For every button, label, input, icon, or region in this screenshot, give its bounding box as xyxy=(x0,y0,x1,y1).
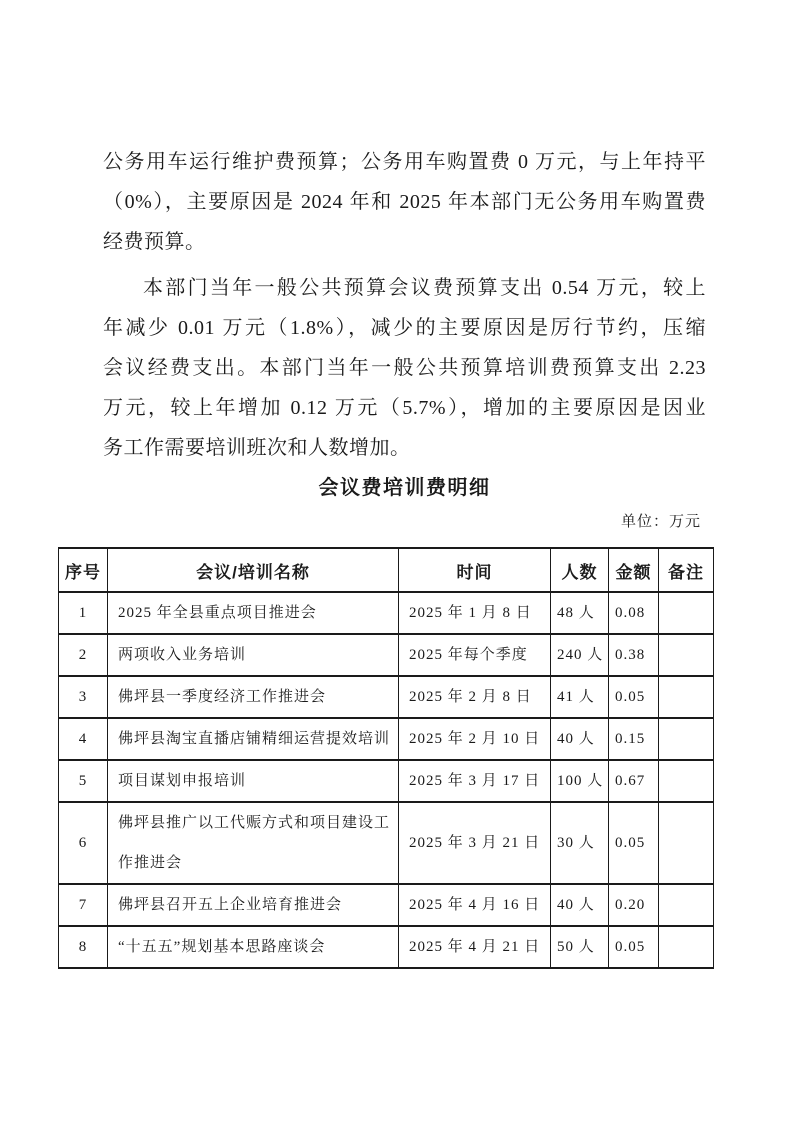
text-line: 会议经费支出。本部门当年一般公共预算培训费预算支出 2.23 xyxy=(103,357,706,379)
table-cell xyxy=(659,760,714,802)
table-cell: 1 xyxy=(59,592,108,634)
text-line: 年减少 0.01 万元（1.8%），减少的主要原因是厉行节约，压缩 xyxy=(103,317,706,339)
details-table xyxy=(58,547,714,969)
table-cell xyxy=(659,926,714,968)
table-row xyxy=(59,926,714,968)
table-cell: 0.38 xyxy=(609,634,659,676)
table-cell: 48 人 xyxy=(551,592,609,634)
table-cell: 项目谋划申报培训 xyxy=(108,760,399,802)
table-row xyxy=(59,760,714,802)
table-cell: 2025 年 3 月 21 日 xyxy=(399,802,551,884)
table-cell: 佛坪县推广以工代赈方式和项目建设工作推进会 xyxy=(108,802,399,884)
column-header: 会议/培训名称 xyxy=(108,548,399,592)
table-header-row xyxy=(59,548,714,592)
table-cell: 30 人 xyxy=(551,802,609,884)
table-cell: 2025 年 4 月 16 日 xyxy=(399,884,551,926)
table-cell: 7 xyxy=(59,884,108,926)
table-cell xyxy=(659,884,714,926)
table-cell: 40 人 xyxy=(551,884,609,926)
table-row xyxy=(59,634,714,676)
table-cell: 41 人 xyxy=(551,676,609,718)
table-cell: 0.08 xyxy=(609,592,659,634)
table-row xyxy=(59,676,714,718)
table-cell: 2025 年 3 月 17 日 xyxy=(399,760,551,802)
text-line: 公务用车运行维护费预算；公务用车购置费 0 万元，与上年持平 xyxy=(103,151,706,173)
text-line: 万元，较上年增加 0.12 万元（5.7%），增加的主要原因是因业 xyxy=(103,397,706,419)
table-cell: 3 xyxy=(59,676,108,718)
table-cell: 240 人 xyxy=(551,634,609,676)
table-cell: 40 人 xyxy=(551,718,609,760)
text-line: 本部门当年一般公共预算会议费预算支出 0.54 万元，较上 xyxy=(143,277,706,299)
table-row xyxy=(59,802,714,884)
table-cell: 100 人 xyxy=(551,760,609,802)
table-cell: “十五五”规划基本思路座谈会 xyxy=(108,926,399,968)
table-cell: 2025 年 2 月 10 日 xyxy=(399,718,551,760)
column-header: 备注 xyxy=(659,548,714,592)
table-cell xyxy=(659,592,714,634)
table-cell: 0.15 xyxy=(609,718,659,760)
table-row xyxy=(59,718,714,760)
table-cell: 2025 年 4 月 21 日 xyxy=(399,926,551,968)
table-cell: 佛坪县一季度经济工作推进会 xyxy=(108,676,399,718)
table-cell xyxy=(659,634,714,676)
table-cell: 4 xyxy=(59,718,108,760)
column-header: 序号 xyxy=(59,548,108,592)
table-cell: 50 人 xyxy=(551,926,609,968)
table-cell: 佛坪县淘宝直播店铺精细运营提效培训 xyxy=(108,718,399,760)
paragraph xyxy=(103,268,706,468)
table-cell: 2025 年 2 月 8 日 xyxy=(399,676,551,718)
body-text xyxy=(103,142,706,468)
table-cell: 2025 年 1 月 8 日 xyxy=(399,592,551,634)
text-line: 务工作需要培训班次和人数增加。 xyxy=(103,437,411,459)
table-cell: 0.05 xyxy=(609,926,659,968)
unit-label: 单位：万元 xyxy=(620,514,701,530)
table-cell: 0.67 xyxy=(609,760,659,802)
table-title: 会议费培训费明细 xyxy=(318,477,491,499)
table-cell: 8 xyxy=(59,926,108,968)
table-cell: 两项收入业务培训 xyxy=(108,634,399,676)
paragraph xyxy=(103,142,706,262)
table-cell xyxy=(659,676,714,718)
table-cell: 0.20 xyxy=(609,884,659,926)
table-cell: 2 xyxy=(59,634,108,676)
table-cell: 0.05 xyxy=(609,802,659,884)
table-cell: 6 xyxy=(59,802,108,884)
column-header: 时间 xyxy=(399,548,551,592)
column-header: 金额 xyxy=(609,548,659,592)
table-cell: 0.05 xyxy=(609,676,659,718)
table-cell xyxy=(659,718,714,760)
table-cell: 2025 年每个季度 xyxy=(399,634,551,676)
table-row xyxy=(59,884,714,926)
table-cell: 佛坪县召开五上企业培育推进会 xyxy=(108,884,399,926)
text-line: （0%），主要原因是 2024 年和 2025 年本部门无公务用车购置费 xyxy=(103,191,706,213)
column-header: 人数 xyxy=(551,548,609,592)
table-cell: 5 xyxy=(59,760,108,802)
text-line: 经费预算。 xyxy=(103,231,206,253)
table-row xyxy=(59,592,714,634)
table-cell xyxy=(659,802,714,884)
table-cell: 2025 年全县重点项目推进会 xyxy=(108,592,399,634)
